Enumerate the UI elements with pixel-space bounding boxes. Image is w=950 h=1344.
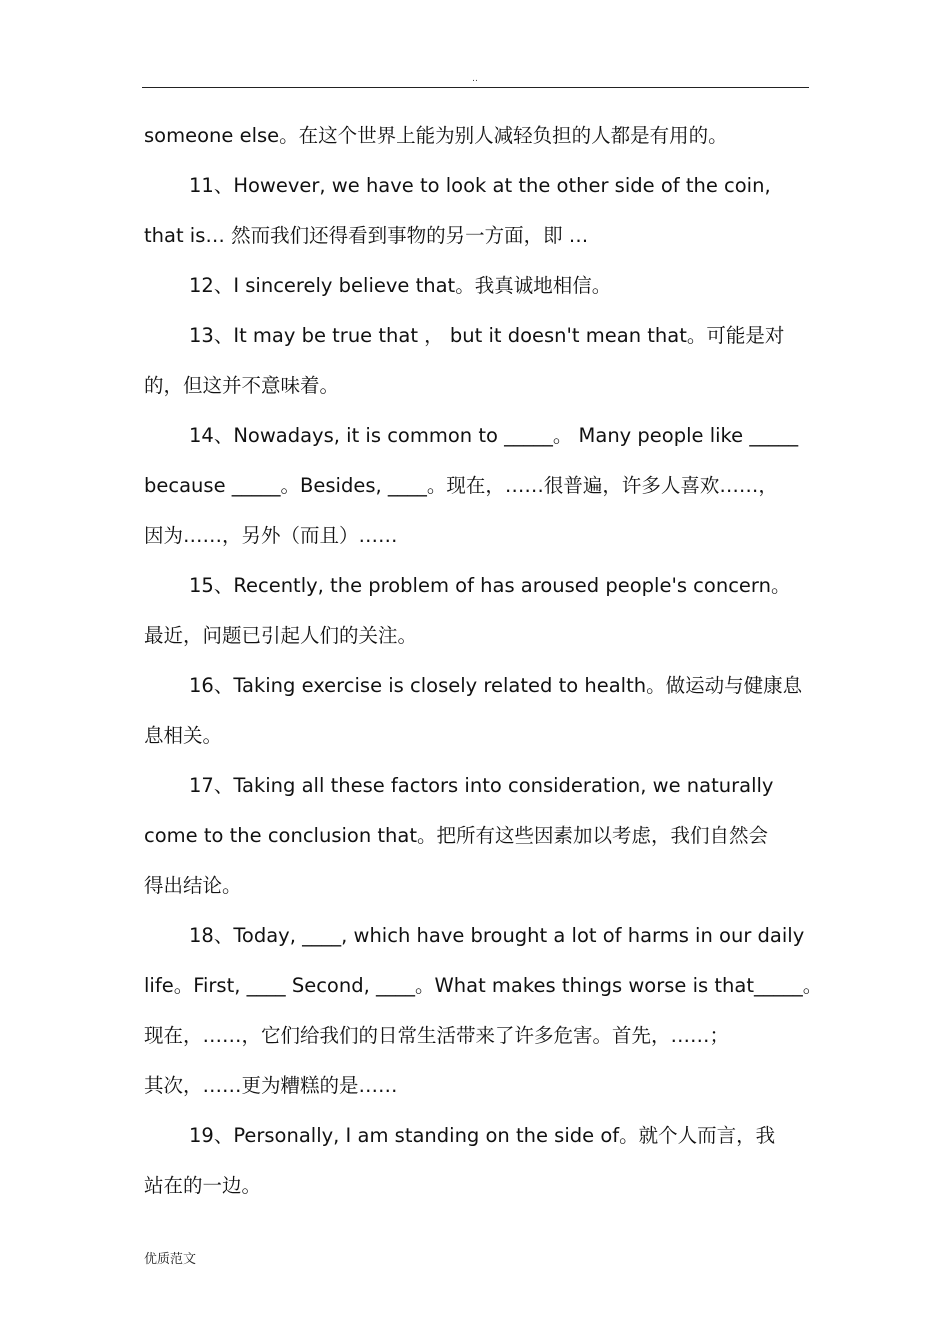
text-line: because _____。Besides, ____。现在，……很普遍，许多人喜欢……，	[144, 474, 778, 497]
text-line: 息相关。	[144, 724, 223, 747]
text-line: 13、It may be true that ， but it doesn't mean that。可能是对	[189, 324, 785, 347]
header-rule	[142, 87, 809, 88]
document-body	[144, 111, 823, 1211]
footer-label: 优质范文	[144, 1252, 197, 1267]
text-line: 17、Taking all these factors into consideration, we naturally	[189, 774, 774, 797]
text-line: 现在，……，它们给我们的日常生活带来了许多危害。首先，……；	[144, 1024, 730, 1047]
text-line: 的，但这并不意味着。	[144, 374, 340, 397]
text-line: 最近，问题已引起人们的关注。	[144, 624, 418, 647]
text-line: 站在的一边。	[144, 1174, 262, 1197]
text-line: 其次，……更为糟糕的是……	[144, 1074, 398, 1097]
text-line: come to the conclusion that。把所有这些因素加以考虑，我们自然会	[144, 824, 768, 847]
text-line: 15、Recently, the problem of has aroused people's concern。	[189, 574, 791, 597]
header-mark: ..	[472, 74, 478, 84]
text-line: 11、However, we have to look at the other side of the coin,	[189, 174, 771, 197]
text-line: 12、I sincerely believe that。我真诚地相信。	[189, 274, 612, 297]
text-line: 16、Taking exercise is closely related to health。做运动与健康息	[189, 674, 803, 697]
text-line: life。First, ____ Second, ____。What makes things worse is that_____。	[144, 974, 823, 997]
text-line: 18、Today, ____, which have brought a lot of harms in our daily	[189, 924, 805, 947]
text-line: 14、Nowadays, it is common to _____。 Many people like _____	[189, 424, 799, 447]
text-line: 因为……，另外（而且）……	[144, 524, 398, 547]
text-line: 19、Personally, I am standing on the side of。就个人而言，我	[189, 1124, 776, 1147]
text-line: that is… 然而我们还得看到事物的另一方面，即 …	[144, 224, 589, 247]
text-line: someone else。在这个世界上能为别人减轻负担的人都是有用的。	[144, 124, 728, 147]
text-line: 得出结论。	[144, 874, 242, 897]
